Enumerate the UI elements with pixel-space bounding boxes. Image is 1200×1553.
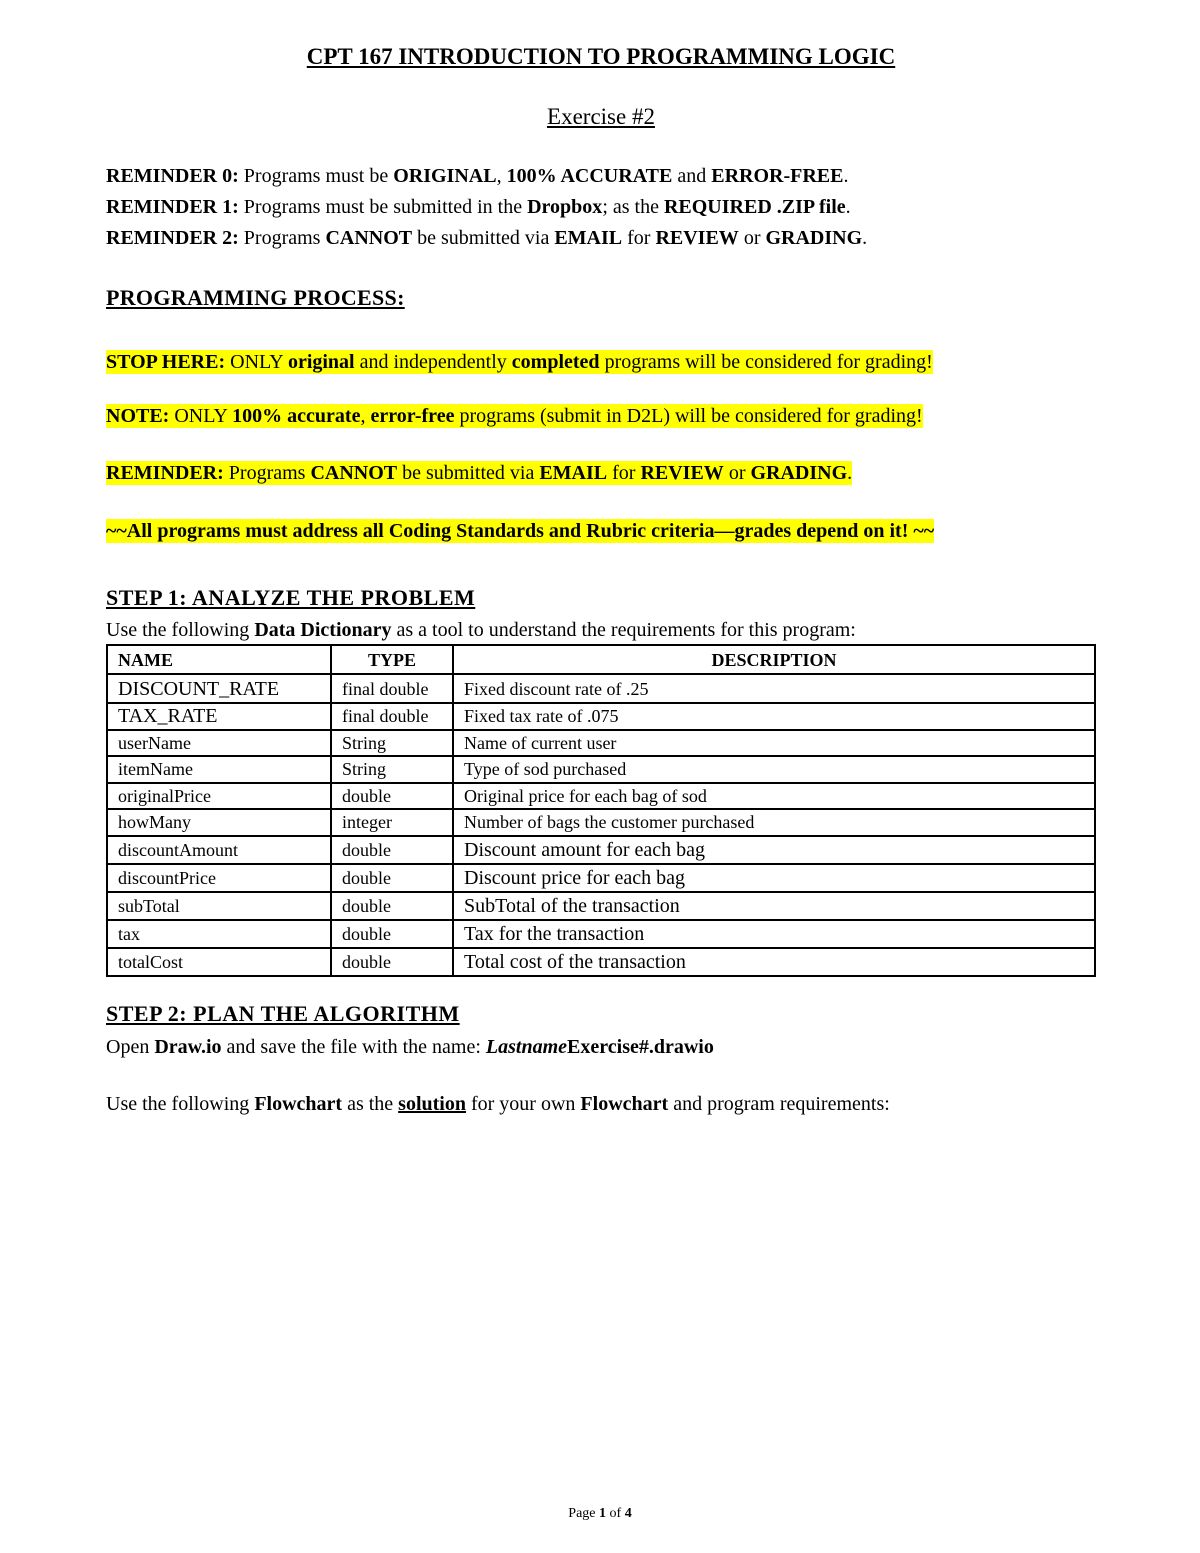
cell-type: double	[331, 920, 453, 948]
step1-heading: STEP 1: ANALYZE THE PROBLEM	[106, 585, 476, 610]
cell-description: Tax for the transaction	[453, 920, 1095, 948]
cell-description: Discount price for each bag	[453, 864, 1095, 892]
table-row	[107, 920, 1095, 948]
cell-description: Total cost of the transaction	[453, 948, 1095, 976]
cell-name: discountPrice	[107, 864, 331, 892]
document-title: CPT 167 INTRODUCTION TO PROGRAMMING LOGIC	[306, 44, 896, 69]
coding-standards-notice: ~~All programs must address all Coding Standards and Rubric criteria—grades depend on it! ~~	[106, 520, 935, 542]
cell-description: Number of bags the customer purchased	[453, 809, 1095, 836]
cell-name: tax	[107, 920, 331, 948]
cell-type: final double	[331, 703, 453, 730]
table-row	[107, 783, 1095, 810]
cell-type: double	[331, 948, 453, 976]
table-row	[107, 948, 1095, 976]
reminder-1: REMINDER 1: Programs must be submitted in the Dropbox; as the REQUIRED .ZIP file.	[106, 196, 851, 218]
cell-description: Discount amount for each bag	[453, 836, 1095, 864]
cell-name: subTotal	[107, 892, 331, 920]
table-row	[107, 836, 1095, 864]
cell-type: double	[331, 783, 453, 810]
reminder-0: REMINDER 0: Programs must be ORIGINAL, 100% ACCURATE and ERROR-FREE.	[106, 165, 849, 187]
cell-description: Original price for each bag of sod	[453, 783, 1095, 810]
reminder-notice: REMINDER: Programs CANNOT be submitted via EMAIL for REVIEW or GRADING.	[106, 462, 853, 484]
table-row	[107, 674, 1095, 703]
step1-intro: Use the following Data Dictionary as a tool to understand the requirements for this program:	[106, 619, 856, 641]
cell-description: Name of current user	[453, 730, 1095, 757]
table-row	[107, 703, 1095, 730]
cell-type: String	[331, 730, 453, 757]
cell-name: userName	[107, 730, 331, 757]
column-header-name: NAME	[107, 645, 331, 674]
cell-description: SubTotal of the transaction	[453, 892, 1095, 920]
cell-name: TAX_RATE	[107, 703, 331, 730]
cell-type: final double	[331, 674, 453, 703]
step2-flowchart-instruction: Use the following Flowchart as the solution for your own Flowchart and program requirements:	[106, 1093, 890, 1115]
table-row	[107, 809, 1095, 836]
cell-type: integer	[331, 809, 453, 836]
cell-name: DISCOUNT_RATE	[107, 674, 331, 703]
column-header-description: DESCRIPTION	[453, 645, 1095, 674]
step2-open-instruction: Open Draw.io and save the file with the name: LastnameExercise#.drawio	[106, 1036, 714, 1058]
reminder-2: REMINDER 2: Programs CANNOT be submitted via EMAIL for REVIEW or GRADING.	[106, 227, 868, 249]
cell-description: Fixed discount rate of .25	[453, 674, 1095, 703]
cell-name: discountAmount	[107, 836, 331, 864]
table-row	[107, 864, 1095, 892]
cell-name: howMany	[107, 809, 331, 836]
cell-name: itemName	[107, 756, 331, 783]
cell-description: Type of sod purchased	[453, 756, 1095, 783]
table-row	[107, 756, 1095, 783]
cell-name: originalPrice	[107, 783, 331, 810]
programming-process-heading: PROGRAMMING PROCESS:	[106, 285, 405, 310]
table-header-row	[107, 645, 1095, 674]
stop-here-notice: STOP HERE: ONLY original and independently completed programs will be considered for grading!	[106, 351, 933, 373]
page-footer: Page 1 of 4	[568, 1506, 632, 1521]
step2-heading: STEP 2: PLAN THE ALGORITHM	[106, 1001, 460, 1026]
cell-description: Fixed tax rate of .075	[453, 703, 1095, 730]
table-row	[107, 892, 1095, 920]
cell-type: double	[331, 892, 453, 920]
exercise-subtitle: Exercise #2	[547, 104, 655, 129]
cell-name: totalCost	[107, 948, 331, 976]
cell-type: double	[331, 864, 453, 892]
column-header-type: TYPE	[331, 645, 453, 674]
cell-type: String	[331, 756, 453, 783]
cell-type: double	[331, 836, 453, 864]
data-dictionary-table	[106, 644, 1096, 977]
reminders-block	[106, 161, 867, 254]
table-row	[107, 730, 1095, 757]
note-notice: NOTE: ONLY 100% accurate, error-free programs (submit in D2L) will be considered for grading!	[106, 405, 923, 427]
